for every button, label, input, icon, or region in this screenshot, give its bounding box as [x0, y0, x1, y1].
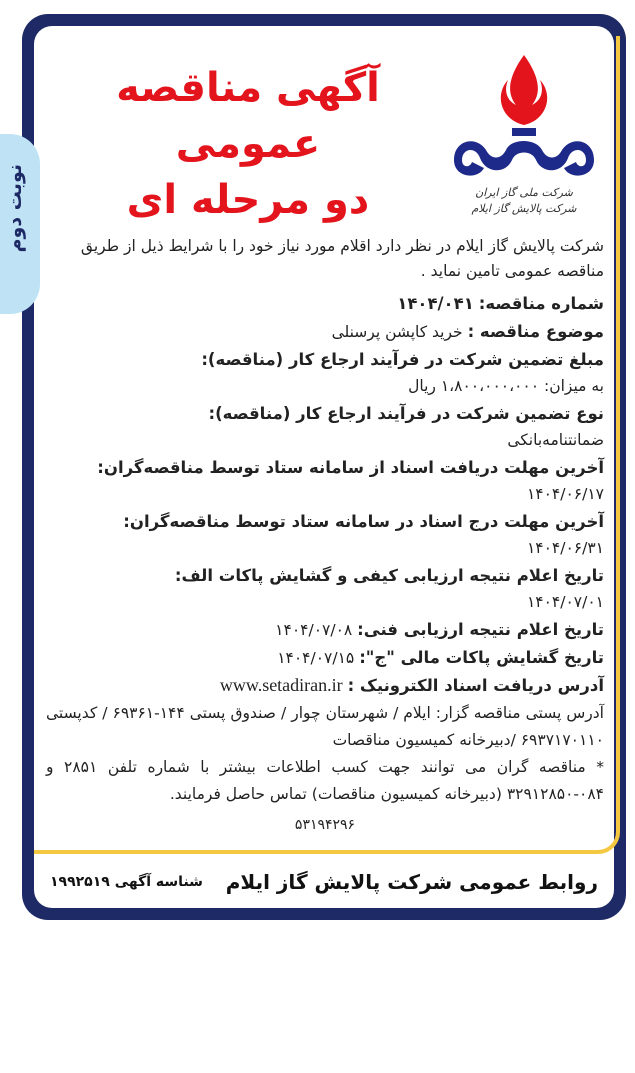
- guarantee-type-label: نوع تضمین شرکت در فرآیند ارجاع کار (مناقصه):: [208, 404, 604, 423]
- doc-receive-deadline-label: آخرین مهلت دریافت اسناد از سامانه ستاد توسط مناقصه‌گران:: [97, 458, 604, 477]
- ad-id: شناسه آگهی ۱۹۹۲۵۱۹: [50, 874, 203, 890]
- subheadline: دو مرحله ای: [126, 177, 370, 223]
- postal-address: آدرس پستی مناقصه گزار: ایلام / شهرستان چوار / صندوق پستی ۱۴۴-۶۹۳۶۱ / کدپستی ۶۹۳۷۱۷۰۱۱۰ /دبیرخانه کمیسیون مناقصات: [46, 704, 604, 749]
- ad-code: ۵۳۱۹۴۲۹۶: [294, 817, 356, 833]
- doc-receive-deadline: ۱۴۰۴/۰۶/۱۷: [526, 485, 604, 503]
- side-label: نوبت دوم: [4, 164, 26, 253]
- technical-result-date: ۱۴۰۴/۰۷/۰۸: [275, 621, 353, 639]
- tender-number: ۱۴۰۴/۰۴۱: [397, 294, 474, 313]
- nigc-logo-icon: [446, 50, 602, 185]
- quality-result-date: ۱۴۰۴/۰۷/۰۱: [526, 593, 604, 611]
- logo-block: [444, 50, 604, 217]
- guarantee-type: ضمانتنامه‌بانکی: [507, 431, 604, 449]
- logo-line1: شرکت ملی گاز ایران: [475, 186, 573, 199]
- outer-frame: [22, 14, 626, 920]
- headline: آگهی مناقصه عمومی: [116, 65, 380, 167]
- technical-result-label: تاریخ اعلام نتیجه ارزیابی فنی:: [357, 620, 604, 639]
- subject: خرید کاپشن پرسنلی: [331, 323, 463, 341]
- publisher: روابط عمومی شرکت پالایش گاز ایلام: [225, 870, 598, 894]
- electronic-address-link[interactable]: www.setadiran.ir: [219, 675, 343, 695]
- logo-line2: شرکت پالایش گاز ایلام: [471, 202, 577, 215]
- intro-text: شرکت پالایش گاز ایلام در نظر دارد اقلام مورد نیاز خود را با شرایط ذیل از طریق مناقصه عمومی تامین نماید .: [80, 237, 604, 280]
- electronic-address-label: آدرس دریافت اسناد الکترونیک :: [347, 676, 604, 695]
- inner-panel: [34, 26, 614, 908]
- headline-block: [46, 50, 436, 228]
- financial-opening-date: ۱۴۰۴/۰۷/۱۵: [277, 649, 355, 667]
- tender-body: [46, 234, 604, 836]
- guarantee-amount-label: مبلغ تضمین شرکت در فرآیند ارجاع کار (مناقصه):: [201, 350, 604, 369]
- tender-number-label: شماره مناقصه:: [478, 294, 604, 313]
- doc-submit-deadline: ۱۴۰۴/۰۶/۳۱: [526, 539, 604, 557]
- subject-label: موضوع مناقصه :: [467, 322, 604, 341]
- financial-opening-label: تاریخ گشایش پاکات مالی "ج":: [359, 648, 604, 667]
- doc-submit-deadline-label: آخرین مهلت درج اسناد در سامانه ستاد توسط مناقصه‌گران:: [123, 512, 604, 531]
- quality-result-label: تاریخ اعلام نتیجه ارزیابی کیفی و گشایش پاکات الف:: [174, 566, 604, 585]
- yellow-border: [34, 36, 620, 854]
- footer: [34, 854, 614, 908]
- logo-caption: [444, 185, 604, 217]
- guarantee-amount: به میزان: ۱،۸۰۰،۰۰۰،۰۰۰ ریال: [408, 377, 604, 395]
- header: [46, 50, 604, 228]
- contact-note: * مناقصه گران می توانند جهت کسب اطلاعات بیشتر با شماره تلفن ۲۸۵۱ و ۰۸۴-۳۲۹۱۲۸۵۰ (دبیرخانه کمیسیون مناقصات) تماس حاصل فرمایند.: [46, 758, 605, 803]
